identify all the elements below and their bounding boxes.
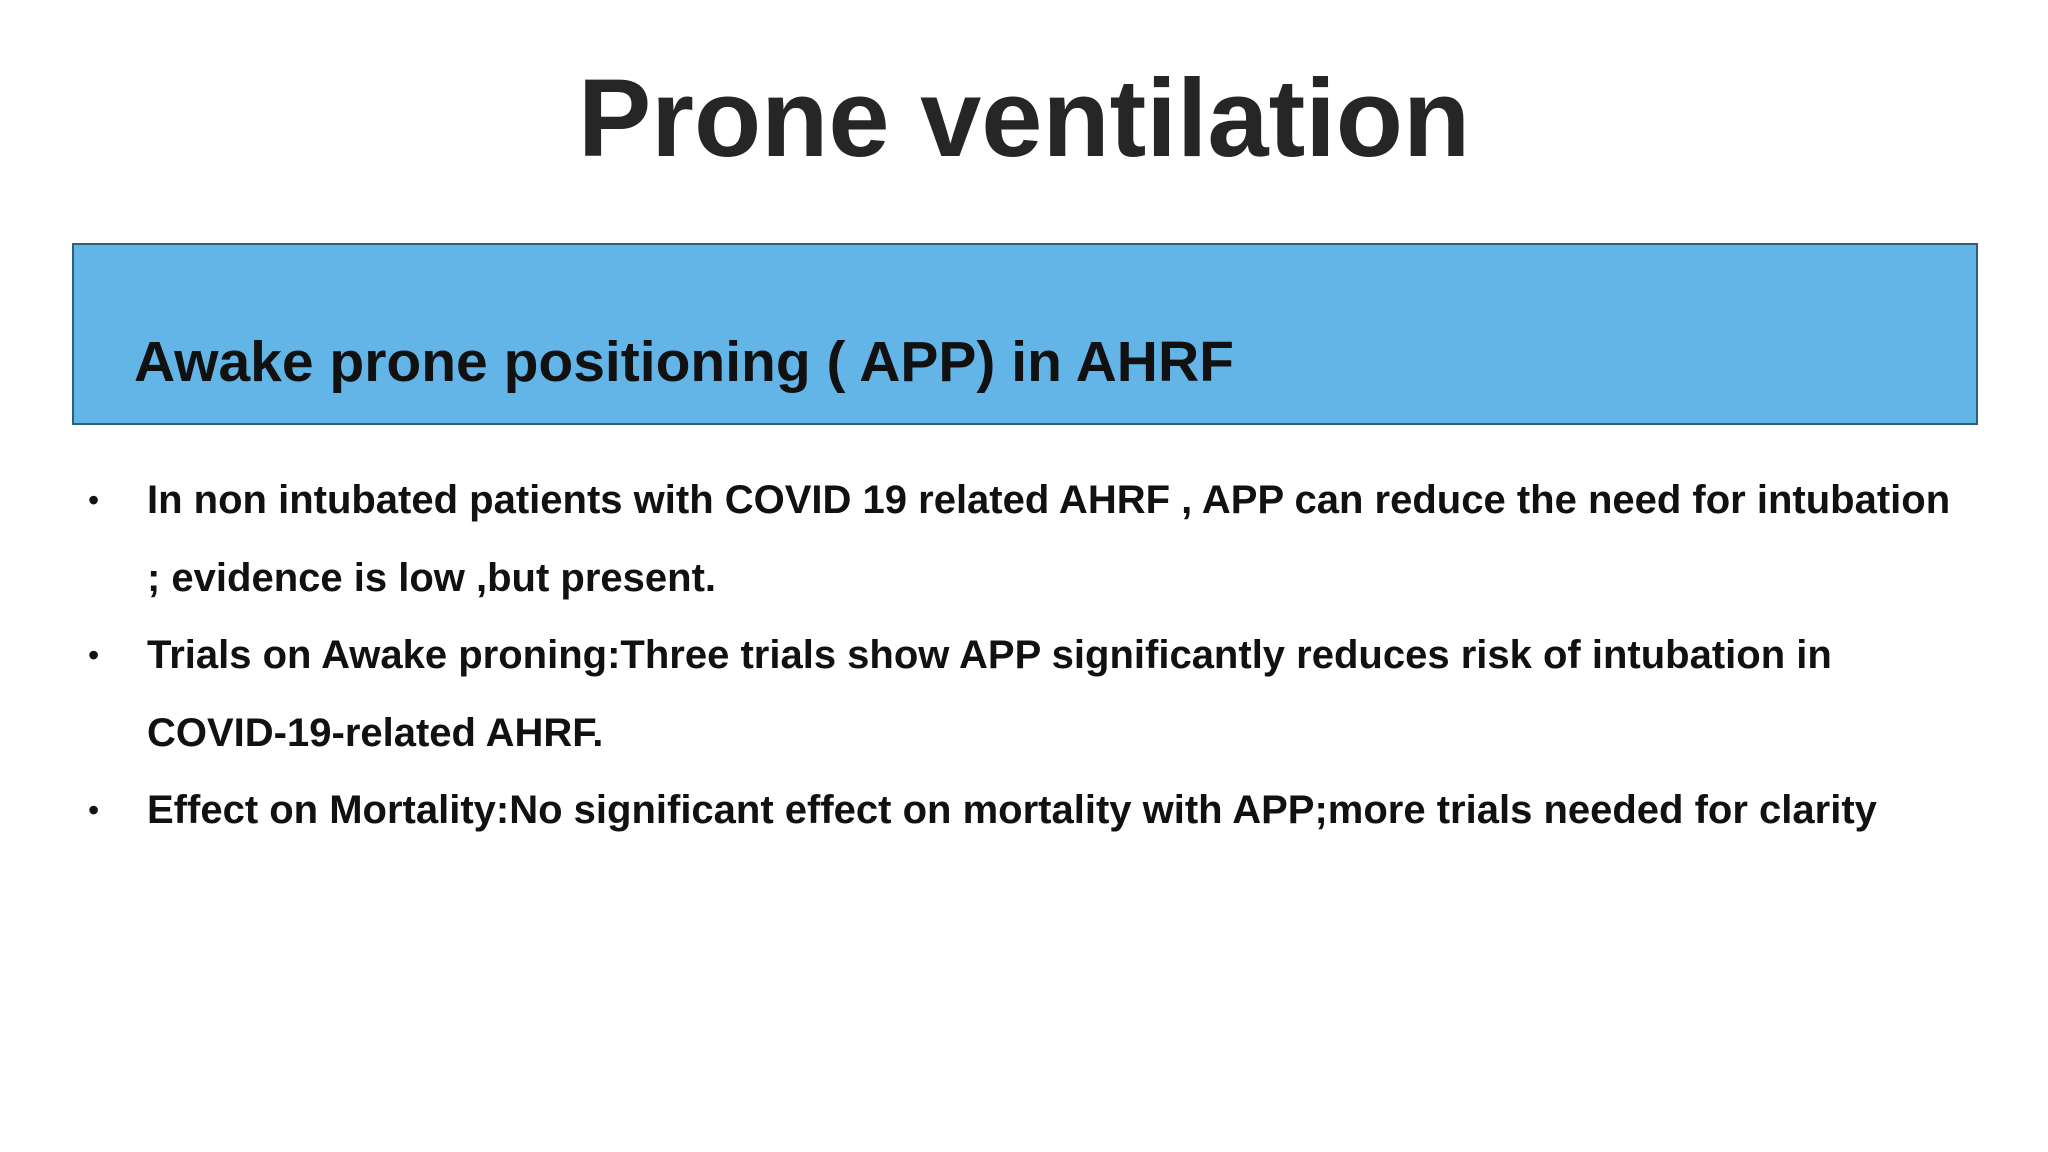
bullet-marker: • <box>88 637 100 673</box>
bullet-text: Effect on Mortality:No significant effect on mortality with APP;more trials needed for clarity <box>147 788 1877 832</box>
bullet-item <box>88 772 1968 850</box>
bullet-marker: • <box>88 792 100 828</box>
bullet-item <box>88 462 1968 617</box>
bullet-text: Trials on Awake proning:Three trials show APP significantly reduces risk of intubation in COVID-19-related AHRF. <box>147 633 1832 755</box>
section-banner <box>72 243 1978 425</box>
bullet-text: In non intubated patients with COVID 19 related AHRF , APP can reduce the need for intubation ; evidence is low ,but present. <box>147 478 1951 600</box>
banner-heading: Awake prone positioning ( APP) in AHRF <box>134 330 1234 394</box>
bullet-item <box>88 617 1968 772</box>
bullet-list <box>88 462 1968 850</box>
bullet-marker: • <box>88 482 100 518</box>
slide-title: Prone ventilation <box>577 57 1471 180</box>
